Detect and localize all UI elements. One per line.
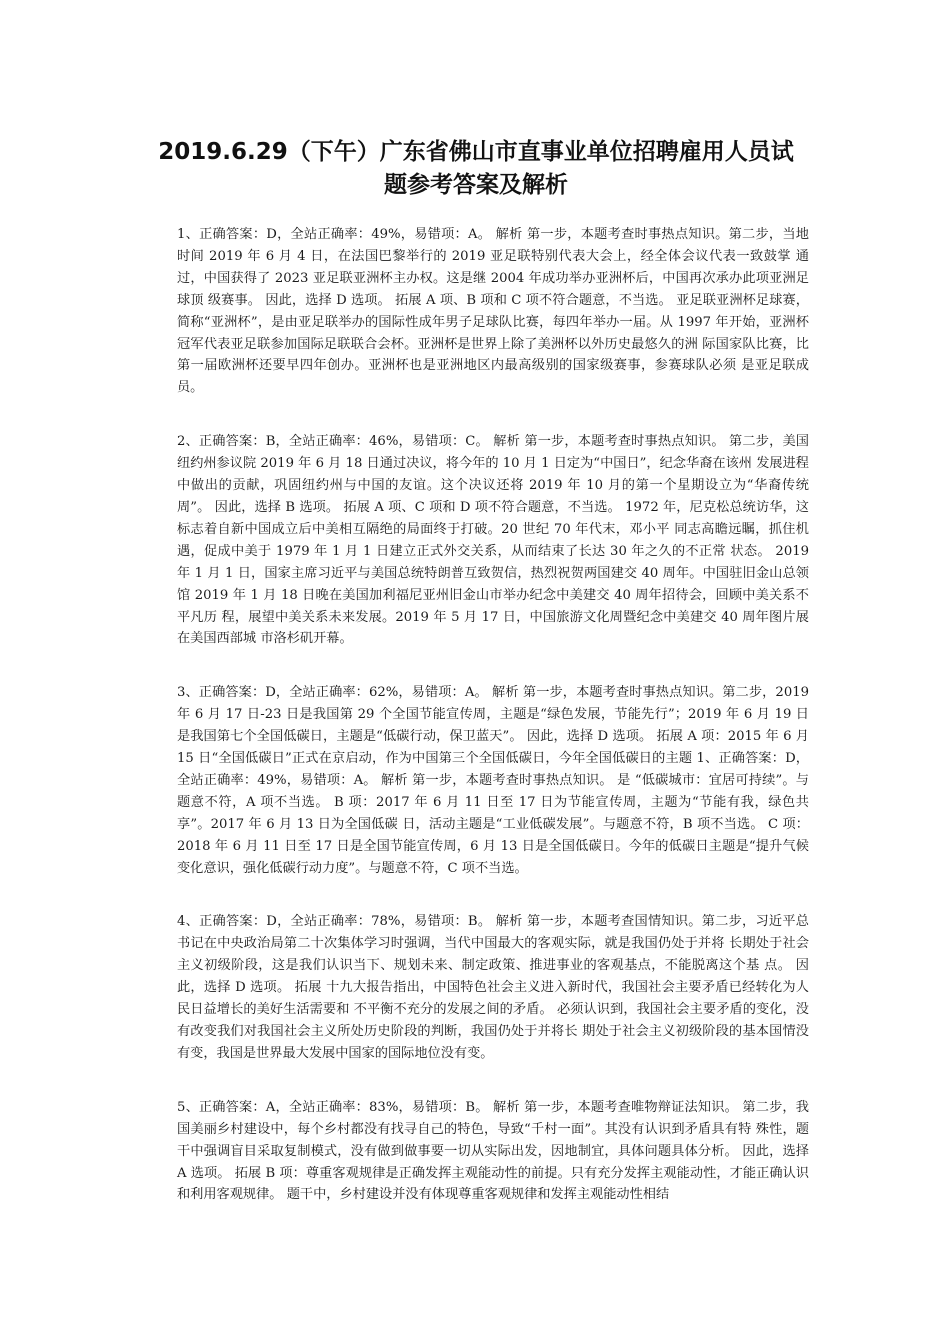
document-body [177,224,809,1238]
answer-paragraph-3: 3、正确答案：D，全站正确率：62%，易错项：A。 解析 第一步，本题考查时事热点知识。第二步，2019 年 6 月 17 日-23 日是我国第 29 个全国节能宣传周，主题是“绿色发展，节能先行”；2019 年 6 月 19 日是我国第七个全国低碳日，主题是“低碳行动，保卫蓝天”。 因此，选择 D 选项。 拓展 A 项：2015 年 6 月 15 日“全国低碳日”正式在京启动，作为中国第三个全国低碳日，今年全国低碳日的主题 1、正确答案：D，全站正确率：49%，易错项：A。 解析 第一步，本题考查时事热点知识。 是 “低碳城市：宜居可持续”。与题意不符，A 项不当选。 B 项：2017 年 6 月 11 日至 17 日为节能宣传周，主题为“节能有我，绿色共享”。2017 年 6 月 13 日为全国低碳 日，活动主题是“工业低碳发展”。与题意不符，B 项不当选。 C 项：2018 年 6 月 11 日至 17 日是全国节能宣传周，6 月 13 日是全国低碳日。今年的低碳日主题是“提升气候 变化意识，强化低碳行动力度”。与题意不符，C 项不当选。 [177,685,809,876]
answer-paragraph-5: 5、正确答案：A，全站正确率：83%，易错项：B。 解析 第一步，本题考查唯物辩证法知识。 第二步，我国美丽乡村建设中，每个乡村都没有找寻自己的特色，导致“千村一面”。其没有认识到矛盾具有特 殊性，题干中强调盲目采取复制模式，没有做到做事要一切从实际出发，因地制宜，具体问题具体分析。 因此，选择 A 选项。 拓展 B 项：尊重客观规律是正确发挥主观能动性的前提。只有充分发挥主观能动性，才能正确认识和利用客观规律。 题干中，乡村建设并没有体现尊重客观规律和发挥主观能动性相结 [177,1099,809,1203]
answer-paragraph-4: 4、正确答案：D，全站正确率：78%，易错项：B。 解析 第一步，本题考查国情知识。第二步，习近平总书记在中央政治局第二十次集体学习时强调，当代中国最大的客观实际，就是我国仍处于并将 长期处于社会主义初级阶段，这是我们认识当下、规划未来、制定政策、推进事业的客观基点，不能脱离这个基 点。 因此，选择 D 选项。 拓展 十九大报告指出，中国特色社会主义进入新时代，我国社会主要矛盾已经转化为人民日益增长的美好生活需要和 不平衡不充分的发展之间的矛盾。 必须认识到，我国社会主要矛盾的变化，没有改变我们对我国社会主义所处历史阶段的判断，我国仍处于并将长 期处于社会主义初级阶段的基本国情没有变，我国是世界最大发展中国家的国际地位没有变。 [177,914,809,1061]
document-title [120,136,832,202]
answer-paragraph-1: 1、正确答案：D，全站正确率：49%，易错项：A。 解析 第一步，本题考查时事热点知识。第二步，当地时间 2019 年 6 月 4 日，在法国巴黎举行的 2019 亚足联特别代表大会上，经全体会议代表一致鼓掌 通过，中国获得了 2023 亚足联亚洲杯主办权。这是继 2004 年成功举办亚洲杯后，中国再次承办此项亚洲足球顶 级赛事。 因此，选择 D 选项。 拓展 A 项、B 项和 C 项不符合题意，不当选。 亚足联亚洲杯足球赛，简称“亚洲杯”，是由亚足联举办的国际性成年男子足球队比赛，每四年举办一届。从 1997 年开始，亚洲杯冠军代表亚足联参加国际足联联合会杯。亚洲杯是世界上除了美洲杯以外历史最悠久的洲 际国家队比赛，比第一届欧洲杯还要早四年创办。亚洲杯也是亚洲地区内最高级别的国家级赛事，参赛球队必须 是亚足联成员。 [177,227,809,396]
title-line-1: 2019.6.29（下午）广东省佛山市直事业单位招聘雇用人员试 [158,139,794,165]
answer-paragraph-2: 2、正确答案：B，全站正确率：46%，易错项：C。 解析 第一步，本题考查时事热点知识。 第二步，美国纽约州参议院 2019 年 6 月 18 日通过决议，将今年的 10 月 1 日定为“中国日”，纪念华裔在该州 发展进程中做出的贡献，巩固纽约州与中国的友谊。这个决议还将 2019 年 10 月的第一个星期设立为“华裔传统 周”。 因此，选择 B 选项。 拓展 A 项、C 项和 D 项不符合题意，不当选。 1972 年，尼克松总统访华，这标志着自新中国成立后中美相互隔绝的局面终于打破。20 世纪 70 年代末，邓小平 同志高瞻远瞩，抓住机遇，促成中美于 1979 年 1 月 1 日建立正式外交关系，从而结束了长达 30 年之久的不正常 状态。 2019 年 1 月 1 日，国家主席习近平与美国总统特朗普互致贺信，热烈祝贺两国建交 40 周年。中国驻旧金山总领 馆 2019 年 1 月 18 日晚在美国加利福尼亚州旧金山市举办纪念中美建交 40 周年招待会，回顾中美关系不平凡历 程，展望中美关系未来发展。2019 年 5 月 17 日，中国旅游文化周暨纪念中美建交 40 周年图片展在美国西部城 市洛杉矶开幕。 [177,434,809,647]
title-line-2: 题参考答案及解析 [384,172,568,198]
